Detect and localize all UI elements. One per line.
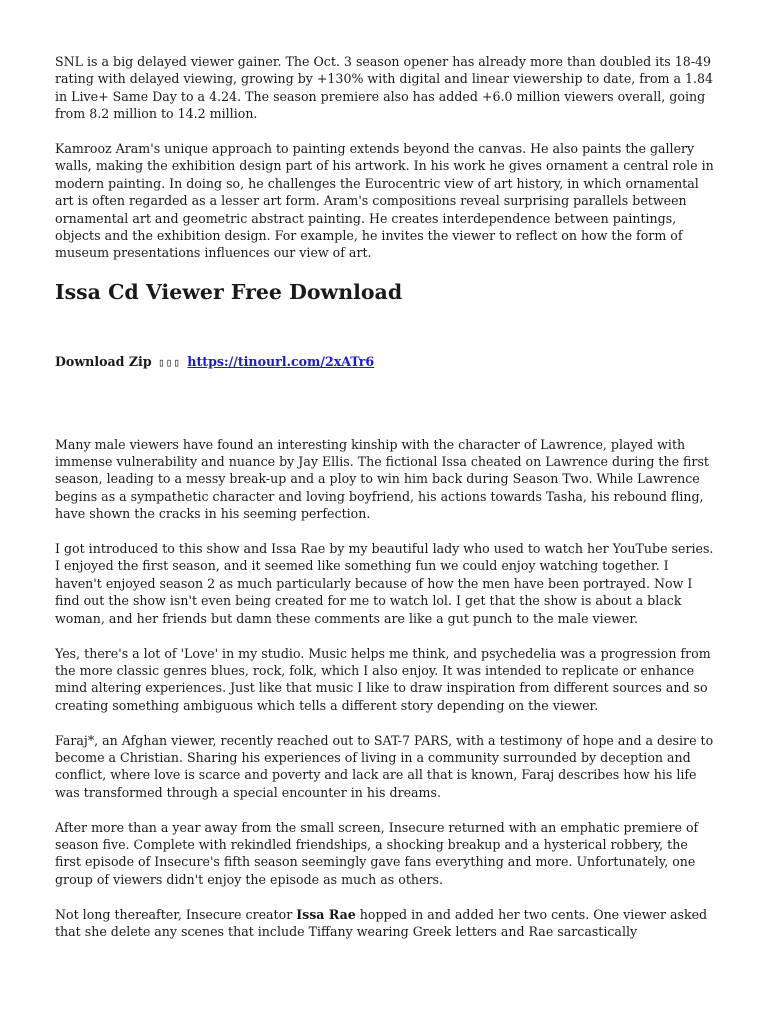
paragraph-introduced: I got introduced to this show and Issa Rae by my beautiful lady who used to watch her YouTube series. I enjoyed the first season, and it seemed like something fun we could enjoy watching together. I haven't enjoyed season 2 as much particularly because of how the men have been portrayed. Now I find out the show isn't even being created for me to watch lol. I get that the show is about a black woman, and her friends but damn these comments are like a gut punch to the male viewer. — [55, 541, 714, 626]
paragraph-insecure-return: After more than a year away from the small screen, Insecure returned with an emphatic premiere of season five. Complete with rekindled friendships, a shocking breakup and a hysterical robbery, the first episode of Insecure's fifth season seemingly gave fans everything and more. Unfortunately, one group of viewers didn't enjoy the episode as much as others. — [55, 819, 699, 887]
arrow-glyphs-icon: ▯▯▯ — [158, 356, 181, 370]
spacer — [55, 372, 715, 436]
paragraph-issa-rae — [55, 906, 715, 941]
issa-rae-bold: Issa Rae — [296, 906, 356, 922]
paragraph-lawrence: Many male viewers have found an interesting kinship with the character of Lawrence, played with immense vulnerability and nuance by Jay Ellis. The fictional Issa cheated on Lawrence during the first season, leading to a messy break-up and a ploy to win him back during Season Two. While Lawrence begins as a sympathetic character and loving boyfriend, his actions towards Tasha, his rebound fling, have shown the cracks in his seeming perfection. — [55, 436, 709, 522]
paragraph-issa-rae-end: hopped in and added her two cents. One viewer asked that she delete any scenes that include Tiffany wearing Greek letters and Rae sarcastically — [55, 906, 708, 939]
paragraph-kamrooz-aram: Kamrooz Aram's unique approach to painting extends beyond the canvas. He also paints the gallery walls, making the exhibition design part of his artwork. In his work he gives ornament a central role in modern painting. In doing so, he challenges the Eurocentric view of art history, in which ornamental art is often regarded as a lesser art form. Aram's compositions reveal surprising parallels between ornamental art and geometric abstract painting. He creates interdependence between paintings, objects and the exhibition design. For example, he invites the viewer to reflect on how the form of museum presentations influences our view of art. — [55, 141, 714, 261]
download-link[interactable]: https://tinourl.com/2xATr6 — [187, 354, 375, 370]
download-line — [55, 353, 715, 371]
page-title: Issa Cd Viewer Free Download — [55, 280, 403, 305]
paragraph-love-studio: Yes, there's a lot of 'Love' in my studio. Music helps me think, and psychedelia was a progression from the more classic genres blues, rock, folk, which I also enjoy. It was intended to replicate or enhance mind altering experiences. Just like that music I like to draw inspiration from different sources and so creating something ambiguous which tells a different story depending on the viewer. — [55, 645, 711, 713]
paragraph-snl: SNL is a big delayed viewer gainer. The Oct. 3 season opener has already more than doubled its 18-49 rating with delayed viewing, growing by +130% with digital and linear viewership to date, from a 1.84 in Live+ Same Day to a 4.24. The season premiere also has added +6.0 million viewers overall, going from 8.2 million to 14.2 million. — [55, 54, 714, 122]
paragraph-issa-rae-start: Not long thereafter, Insecure creator — [55, 906, 297, 922]
download-label: Download Zip — [55, 354, 152, 370]
paragraph-faraj: Faraj*, an Afghan viewer, recently reached out to SAT-7 PARS, with a testimony of hope and a desire to become a Christian. Sharing his experiences of living in a community surrounded by deception and conflict, where love is scarce and poverty and lack are all that is known, Faraj describes how his life was transformed through a special encounter in his dreams. — [55, 732, 714, 800]
